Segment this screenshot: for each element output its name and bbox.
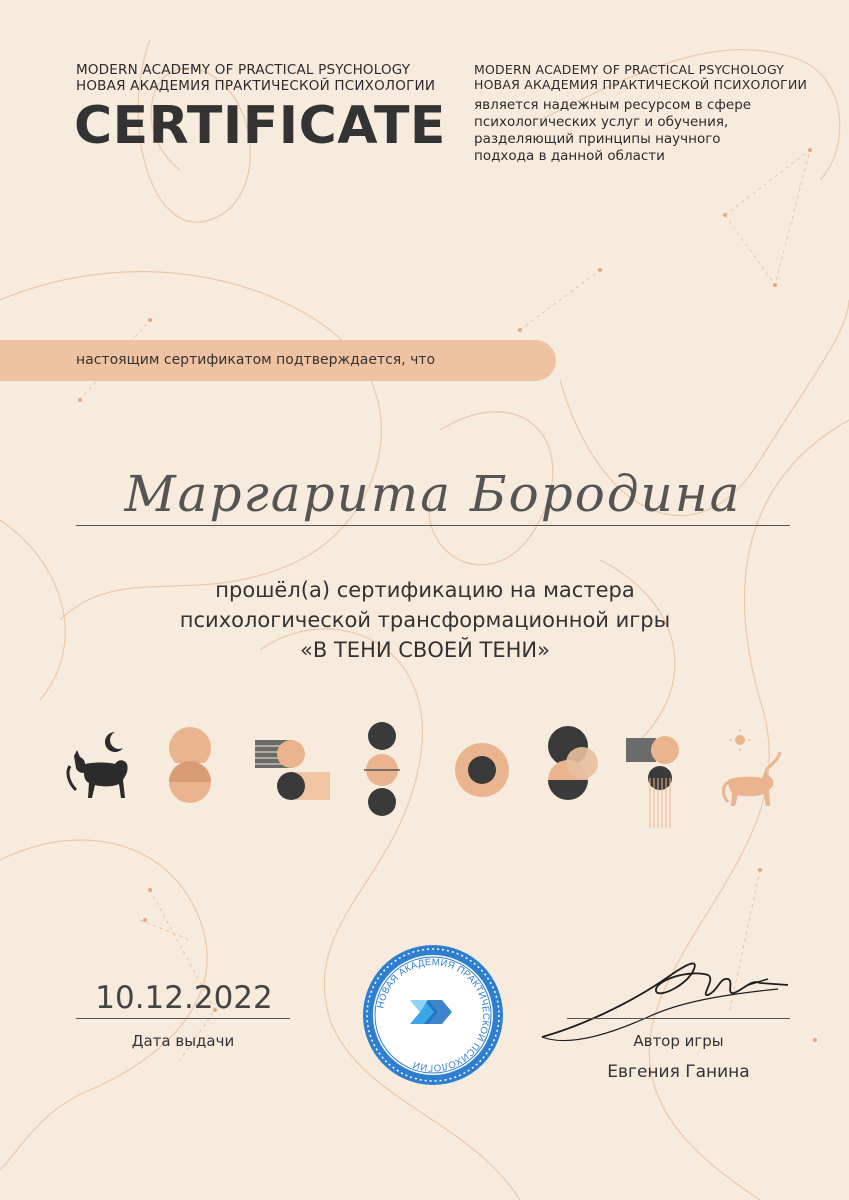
org-name-ru: НОВАЯ АКАДЕМИЯ ПРАКТИЧЕСКОЙ ПСИХОЛОГИИ [76, 78, 436, 94]
org-description-line: психологических услуг и обучения, [474, 114, 729, 130]
author-label: Автор игры [633, 1032, 724, 1050]
date-underline [76, 1018, 290, 1019]
peach-cat-icon [724, 729, 781, 806]
org-name-en: MODERN ACADEMY OF PRACTICAL PSYCHOLOGY [76, 62, 411, 78]
issue-date: 10.12.2022 [95, 980, 273, 1016]
org-description-line: является надежным ресурсом в сфере [474, 97, 752, 113]
symbol-6-icon [626, 736, 679, 828]
symbol-ornament-row [60, 718, 800, 838]
symbol-1-icon [169, 727, 211, 803]
author-name: Евгения Ганина [607, 1062, 750, 1082]
confirmation-banner [0, 340, 556, 381]
achievement-line-1: прошёл(а) сертификацию на мастера [215, 578, 635, 602]
org-name-ru-right: НОВАЯ АКАДЕМИЯ ПРАКТИЧЕСКОЙ ПСИХОЛОГИИ [474, 77, 808, 92]
org-description [474, 97, 804, 165]
academy-seal [358, 940, 508, 1090]
confirmation-text: настоящим сертификатом подтверждается, что [76, 352, 436, 368]
recipient-underline [76, 525, 790, 526]
recipient-name: Маргарита Бородина [124, 465, 742, 523]
symbol-4-icon [455, 743, 509, 797]
seal-text: НОВАЯ АКАДЕМИЯ ПРАКТИЧЕСКОЙ ПСИХОЛОГИИ [375, 956, 492, 1074]
symbol-5-icon [548, 726, 598, 800]
black-cat-icon [68, 732, 128, 798]
org-description-line: разделяющий принципы научного [474, 131, 721, 147]
certificate-title: CERTIFICATE [74, 96, 446, 156]
org-description-line: подхода в данной области [474, 148, 665, 164]
symbol-3-icon [364, 722, 400, 816]
issue-date-label: Дата выдачи [131, 1032, 235, 1050]
symbol-2-icon [255, 740, 330, 800]
achievement-line-2: психологической трансформационной игры [179, 608, 671, 632]
org-name-en-right: MODERN ACADEMY OF PRACTICAL PSYCHOLOGY [474, 62, 785, 77]
game-title: «В ТЕНИ СВОЕЙ ТЕНИ» [300, 638, 550, 662]
signature-underline [567, 1018, 790, 1019]
